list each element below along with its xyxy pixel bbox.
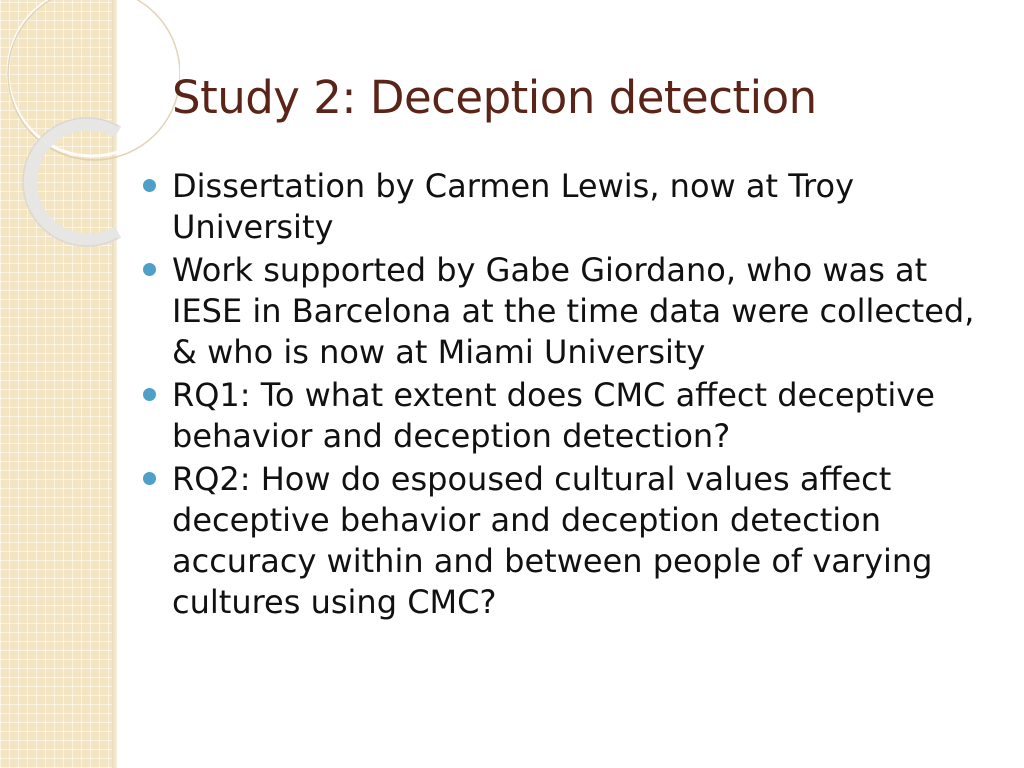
decorative-ring-large <box>8 0 176 156</box>
bullet-text: RQ2: How do espoused cultural values affect deceptive behavior and deception detection accuracy within and between people of varying cultures using CMC? <box>172 460 933 621</box>
bullet-list <box>140 166 980 625</box>
bullet-item <box>140 250 980 373</box>
bullet-dot-icon <box>143 472 156 485</box>
bullet-dot-icon <box>143 388 156 401</box>
bullet-text: Work supported by Gabe Giordano, who was at IESE in Barcelona at the time data were collected, & who is now at Miami University <box>172 251 975 371</box>
slide-title: Study 2: Deception detection <box>172 71 817 124</box>
bullet-item <box>140 459 980 623</box>
bullet-dot-icon <box>143 179 156 192</box>
bullet-text: Dissertation by Carmen Lewis, now at Troy University <box>172 167 854 246</box>
decorative-ring-large-shadow <box>8 0 180 160</box>
bullet-text: RQ1: To what extent does CMC affect deceptive behavior and deception detection? <box>172 376 935 455</box>
bullet-item <box>140 166 980 248</box>
bullet-item <box>140 375 980 457</box>
bullet-dot-icon <box>143 263 156 276</box>
decorative-ring-thick <box>31 124 118 240</box>
